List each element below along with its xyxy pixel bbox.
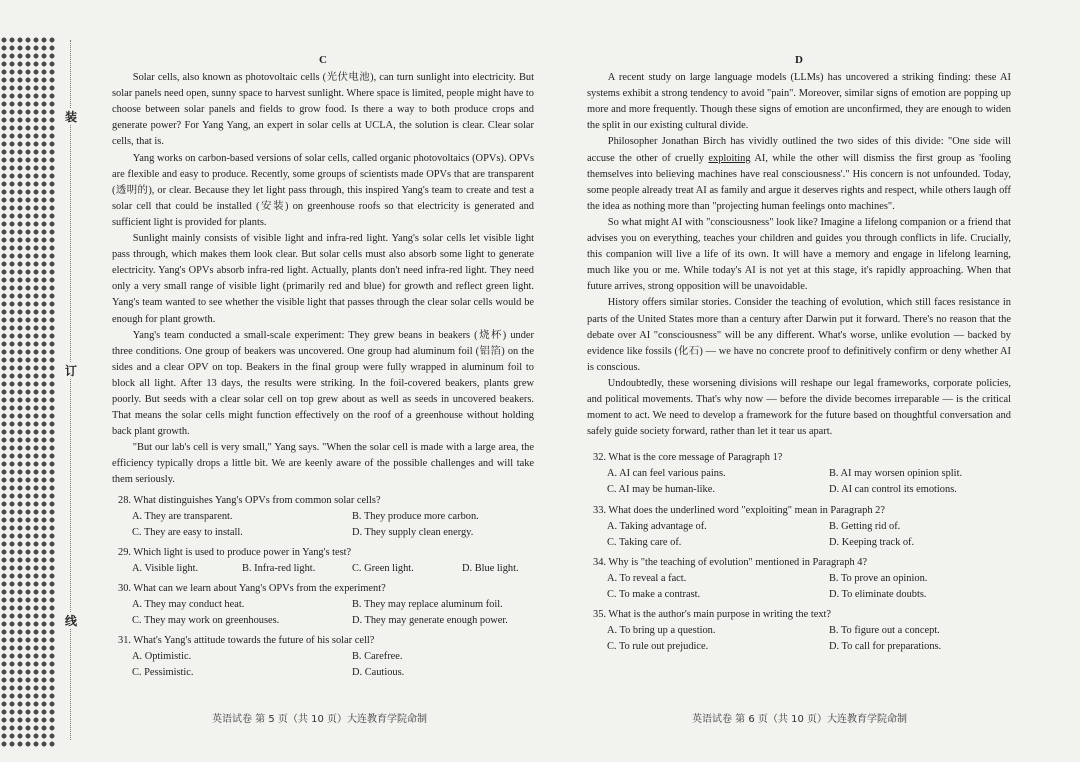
option-b: B. AI may worsen opinion split. xyxy=(829,468,963,480)
option-b: B. Infra-red light. xyxy=(242,562,316,574)
para-2-text-after: AI, while the other will dismiss the first group as 'fooling themselves into believing machines have real consciousness'." His concern is not unfounded. Today, some people already treat AI as family and argue it deserves rights and respect, while others laugh off the idea as nothing more than "projecting human feelings onto machines". xyxy=(587,152,1011,212)
question-options xyxy=(587,519,1011,551)
option-d: D. They supply clean energy. xyxy=(352,526,474,538)
option-d: D. AI can control its emotions. xyxy=(829,484,957,496)
option-a: A. To reveal a fact. xyxy=(607,572,687,584)
binding-margin xyxy=(0,0,60,762)
option-c: C. To make a contrast. xyxy=(607,589,701,600)
question-28 xyxy=(112,493,534,541)
question-31 xyxy=(112,633,534,681)
passage-d-para-4: History offers similar stories. Consider the teaching of evolution, which still faces resistance in parts of the United States more than a century after Darwin put it forward. There's no reason that the debate over AI "consciousness" will be any different. What's worse, unlike evolution — backed by evidence like fossils (化石) — we have no concrete proof to definitively confirm or deny whether AI is conscious. xyxy=(587,297,1011,373)
option-c: C. Green light. xyxy=(352,562,414,574)
question-options xyxy=(112,509,534,541)
question-stem: 35. What is the author's main purpose in writing the text? xyxy=(593,609,832,621)
question-33 xyxy=(587,503,1011,551)
question-35 xyxy=(587,607,1011,655)
question-stem: 32. What is the core message of Paragraph 1? xyxy=(593,452,783,464)
passage-c-para-5: "But our lab's cell is very small," Yang says. "When the solar cell is made with a large area, the efficiency typically drops a little bit. We are keenly aware of the possible challenges and will take them seriously. xyxy=(112,442,534,486)
option-a: A. They are transparent. xyxy=(132,510,233,522)
option-d: D. Keeping track of. xyxy=(829,536,915,548)
question-options xyxy=(587,466,1011,498)
passage-d-title: D xyxy=(795,54,803,66)
option-c: C. Taking care of. xyxy=(607,536,682,548)
option-d: D. Blue light. xyxy=(462,562,519,574)
option-b: B. Carefree. xyxy=(352,651,403,663)
option-b: B. To figure out a concept. xyxy=(829,625,940,637)
question-29 xyxy=(112,545,534,577)
option-d: D. To eliminate doubts. xyxy=(829,589,927,600)
option-c: C. To rule out prejudice. xyxy=(607,641,709,653)
passage-c-para-3: Sunlight mainly consists of visible light and infra-red light. Yang's solar cells let visible light pass through, which makes them look clear. But solar cells must also absorb some light to generate electricity. Yang's OPVs absorb infra-red light. Actually, plants don't need infra-red light. They need only a very small range of visible light (primarily red and blue) for growth and reflect green light. Yang's team wanted to see whether the visible light that passes through the clear solar cells would be enough for plant growth. xyxy=(112,233,534,325)
question-30 xyxy=(112,581,534,629)
question-options xyxy=(587,623,1011,655)
passage-c-para-4: Yang's team conducted a small-scale experiment: They grew beans in beakers (烧杯) under three conditions. One group of beakers was uncovered. One group had aluminum foil (铝箔) on the sides and a clear OPV on top. Beakers in the final group were fully wrapped in aluminum foil to block all light. After 13 days, the results were striking. In the foil-covered beakers, plants grew poorly. But seeds with a clear solar cell on top grew about as well as seeds in uncovered beakers. That means the solar cells might function effectively on the roof of a greenhouse without holding back plant growth. xyxy=(112,329,534,438)
option-b: B. To prove an opinion. xyxy=(829,572,928,584)
passage-d-para-5: Undoubtedly, these worsening divisions will reshape our legal frameworks, corporate policies, and political movements. That's why now — before the divide becomes irreparable — is the critical moment to act. We need to develop a framework for the future based on thoughtful conversation and safely guide society forward, rather than let it tear us apart. xyxy=(587,377,1011,438)
question-options xyxy=(587,571,1011,603)
passage-c-title: C xyxy=(319,54,327,66)
question-stem: 34. Why is "the teaching of evolution" mentioned in Paragraph 4? xyxy=(593,556,868,568)
passage-d-para-2 xyxy=(587,134,1011,214)
option-a: A. Visible light. xyxy=(132,562,199,574)
question-34 xyxy=(587,555,1011,603)
passage-c-column xyxy=(112,52,534,682)
binding-char-ding: 订 xyxy=(64,364,77,378)
page-footer-left: 英语试卷 第 5 页（共 10 页）大连教育学院命制 xyxy=(212,714,427,725)
option-a: A. They may conduct heat. xyxy=(132,599,245,611)
passage-d-para-1: A recent study on large language models (LLMs) has uncovered a striking finding: these AI systems exhibit a strong tendency to avoid "pain". Moreover, similar signs of emotion are popping up more and more frequently. Though these signs of emotion are unconfirmed, they are enough to widen the split in our existing cultural divide. xyxy=(587,72,1011,132)
question-stem: 29. Which light is used to produce power in Yang's test? xyxy=(118,546,352,558)
binding-dotted-line xyxy=(70,40,71,740)
question-options xyxy=(112,561,534,577)
para-2-text-before: Philosopher Jonathan Birch has vividly outlined the two sides of this divide: "One side will accuse the other of cruelly xyxy=(587,136,1011,164)
option-d: D. Cautious. xyxy=(352,667,405,679)
option-b: B. They produce more carbon. xyxy=(352,510,479,522)
passage-d-para-3: So what might AI with "consciousness" look like? Imagine a lifelong companion or a friend that advises you on everything, teaches your children and guides you through conflicts in life. Crucially, this companion will live a life of its own. It will have a memory and engage in lifelong learning, much like you or me. While today's AI is not yet at this stage, it's rapidly approaching. When that future arrives, strong opposition will be unavoidable. xyxy=(587,216,1011,293)
passage-c-para-1: Solar cells, also known as photovoltaic cells (光伏电池), can turn sunlight into electricity. But solar panels need open, sunny space to harvest sunlight. Where space is limited, people might have to choose between solar panels and fields to grow food. Is there a way to both produce crops and generate power? For Yang Yang, an expert in solar cells at UCLA, the solution is clear. Clear solar cells, that is. xyxy=(112,72,534,148)
passage-d-column xyxy=(587,52,1011,655)
option-a: A. To bring up a question. xyxy=(607,625,716,637)
option-c: C. They may work on greenhouses. xyxy=(132,615,280,627)
question-options xyxy=(112,649,534,681)
option-c: C. AI may be human-like. xyxy=(607,484,715,496)
question-stem: 28. What distinguishes Yang's OPVs from common solar cells? xyxy=(118,494,381,506)
binding-pattern xyxy=(0,36,56,748)
option-b: B. Getting rid of. xyxy=(829,520,901,532)
question-32 xyxy=(587,450,1011,498)
option-a: A. Optimistic. xyxy=(132,651,192,663)
option-d: D. To call for preparations. xyxy=(829,641,942,653)
option-c: C. Pessimistic. xyxy=(132,667,194,679)
option-c: C. They are easy to install. xyxy=(132,526,243,538)
underlined-word-exploiting: exploiting xyxy=(708,152,751,164)
passage-c-para-2: Yang works on carbon-based versions of solar cells, called organic photovoltaics (OPVs). OPVs are flexible and easy to produce. Recently, some groups of scientists made OPVs that are transparent (透明的), or clear. Because they let light pass through, this inspired Yang's team to create and test a solar cell that could be installed (安装) on greenhouse roofs so that electricity is generated and sufficient light is provided for plants. xyxy=(112,152,534,228)
option-a: A. Taking advantage of. xyxy=(607,520,707,532)
binding-char-zhuang: 装 xyxy=(64,110,77,124)
page-footer-right: 英语试卷 第 6 页（共 10 页）大连教育学院命制 xyxy=(692,714,907,725)
option-a: A. AI can feel various pains. xyxy=(607,468,726,480)
option-d: D. They may generate enough power. xyxy=(352,615,508,627)
question-options xyxy=(112,597,534,629)
question-stem: 33. What does the underlined word "exploiting" mean in Paragraph 2? xyxy=(593,504,885,516)
question-stem: 31. What's Yang's attitude towards the future of his solar cell? xyxy=(118,635,375,647)
option-b: B. They may replace aluminum foil. xyxy=(352,599,503,611)
question-stem: 30. What can we learn about Yang's OPVs from the experiment? xyxy=(118,583,386,594)
binding-char-xian: 线 xyxy=(64,614,77,628)
